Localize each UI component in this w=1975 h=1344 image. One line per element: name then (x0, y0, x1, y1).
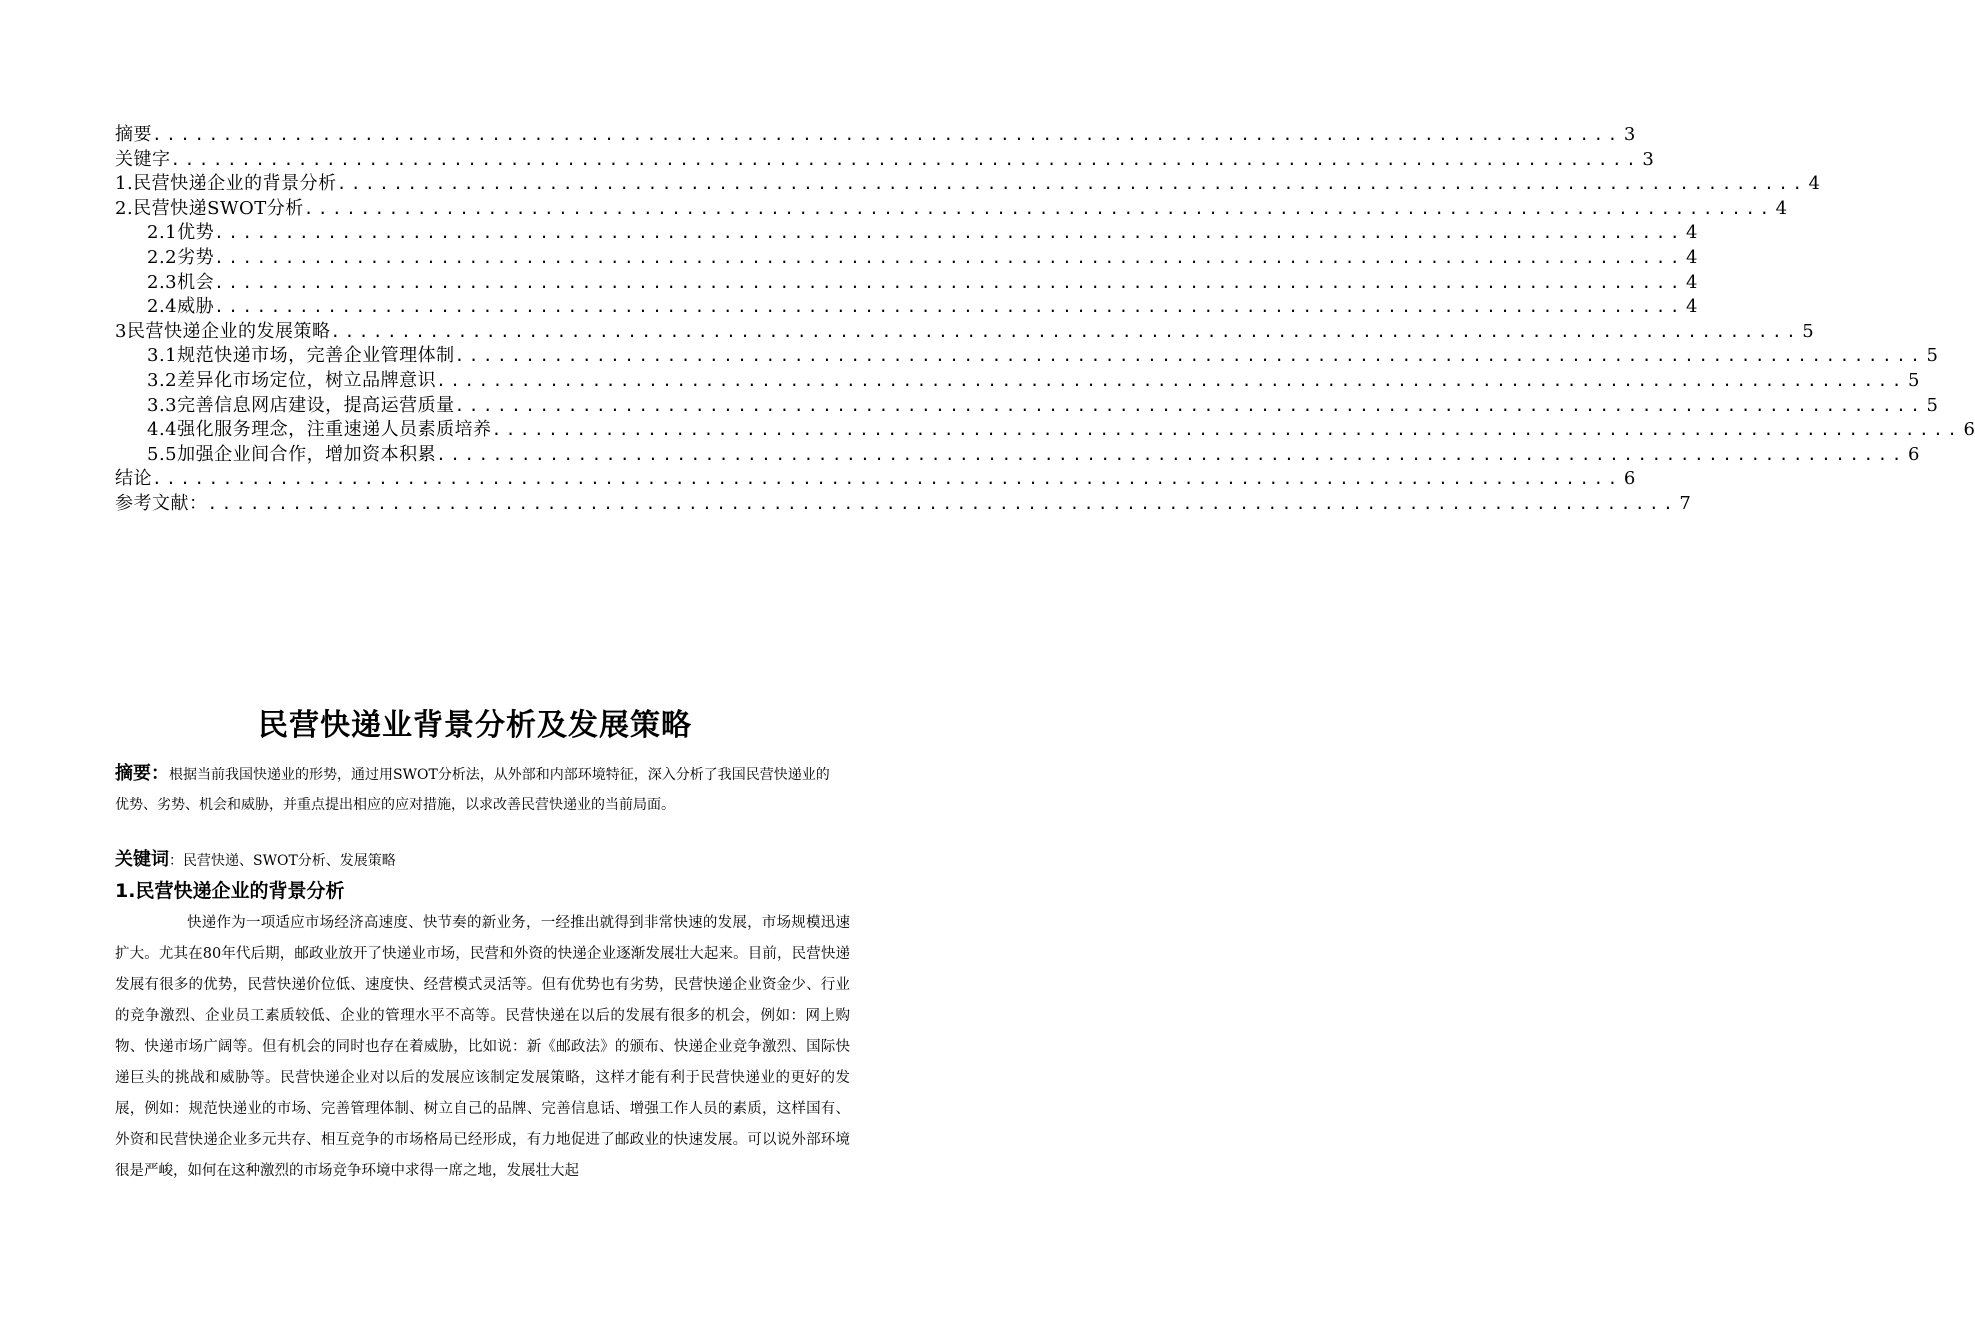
toc-entry[interactable] (115, 271, 1698, 296)
toc-entry-page: 5 (1907, 369, 1920, 391)
abstract-label: 摘要： (115, 763, 169, 784)
keywords-line (115, 845, 840, 876)
toc-entry[interactable] (115, 369, 1920, 394)
toc-entry-page: 5 (1802, 320, 1814, 342)
toc-leader-dots: ........................................................................................................ (170, 149, 1641, 169)
toc-entry-title: 2.1优势 (147, 222, 215, 244)
toc-entry[interactable] (115, 246, 1698, 271)
toc-entry-page: 4 (1685, 296, 1698, 318)
toc-entry-page: 4 (1775, 197, 1788, 219)
toc-entry[interactable] (115, 148, 1654, 173)
toc-entry[interactable] (115, 344, 1938, 369)
toc-leader-dots: ........................................................................................................ (214, 247, 1684, 267)
toc-entry-title: 3.2差异化市场定位，树立品牌意识 (147, 369, 437, 391)
toc-leader-dots: ........................................................................................................ (152, 125, 1622, 144)
toc-entry-page: 5 (1926, 394, 1938, 416)
toc-entry-title: 摘要 (115, 124, 152, 145)
toc-entry[interactable] (115, 197, 1788, 222)
toc-entry-title: 4.4强化服务理念，注重速递人员素质培养 (147, 419, 492, 441)
toc-entry-page: 4 (1685, 271, 1698, 293)
toc-leader-dots: ........................................................................................................ (330, 321, 1801, 341)
toc-leader-dots: ........................................................................................................ (336, 174, 1807, 194)
toc-entry[interactable] (115, 172, 1820, 197)
toc-entry-title: 1.民营快递企业的背景分析 (115, 173, 337, 195)
toc-entry-page: 3 (1623, 124, 1636, 145)
toc-entry-title: 3.1规范快递市场，完善企业管理体制 (147, 345, 455, 367)
toc-entry-page: 4 (1808, 173, 1820, 195)
toc-entry[interactable] (115, 443, 1920, 468)
toc-leader-dots: ........................................................................................................ (152, 469, 1622, 489)
toc-entry[interactable] (115, 418, 1975, 443)
toc-entry-title: 关键字 (115, 148, 171, 170)
toc-leader-dots: ........................................................................................................ (454, 346, 1925, 366)
section-body-paragraph: 快递作为一项适应市场经济高速度、快节奏的新业务，一经推出就得到非常快速的发展，市场规模迅速扩大。尤其在80年代后期，邮政业放开了快递业市场，民营和外资的快递企业逐渐发展壮大起来。目前，民营快递发展有很多的优势，民营快递价位低、速度快、经营模式灵活等。但有优势也有劣势，民营快递企业资金少、行业的竞争激烈、企业员工素质较低、企业的管理水平不高等。民营快递在以后的发展有很多的机会，例如：网上购物、快递市场广阔等。但有机会的同时也存在着威胁，比如说：新《邮政法》的颁布、快递企业竞争激烈、国际快递巨头的挑战和威胁等。民营快递企业对以后的发展应该制定发展策略，这样才能有利于民营快递业的更好的发展，例如：规范快递业的市场、完善管理体制、树立自己的品牌、完善信息话、增强工作人员的素质，这样国有、外资和民营快递企业多元共存、相互竞争的市场格局已经形成，有力地促进了邮政业的快速发展。可以说外部环境很是严峻，如何在这种激烈的市场竞争环境中求得一席之地，发展壮大起 (115, 915, 850, 1179)
toc-leader-dots: ........................................................................................................ (214, 272, 1684, 292)
toc-entry-title: 3民营快递企业的发展策略 (115, 320, 331, 342)
keywords-label: 关键词 (115, 849, 169, 870)
toc-leader-dots: ........................................................................................................ (436, 370, 1906, 390)
toc-leader-dots: ........................................................................................................ (214, 223, 1684, 243)
toc-leader-dots: ........................................................................................................ (436, 444, 1906, 464)
toc-entry-title: 3.3完善信息网店建设，提高运营质量 (147, 394, 455, 416)
toc-entry-title: 参考文献： (115, 492, 208, 514)
keywords-text: ：民营快递、SWOT分析、发展策略 (169, 853, 396, 869)
toc-entry[interactable] (115, 467, 1636, 492)
toc-entry-title: 2.3机会 (147, 271, 215, 293)
toc-entry[interactable] (115, 320, 1814, 345)
toc-entry-title: 结论 (115, 468, 152, 490)
abstract-paragraph (115, 759, 840, 820)
toc-entry-page: 6 (1623, 468, 1636, 490)
toc-leader-dots: ........................................................................................................ (214, 297, 1684, 317)
toc-entry-page: 4 (1685, 222, 1698, 244)
toc-entry[interactable] (115, 492, 1691, 517)
toc-entry-page: 4 (1685, 246, 1698, 268)
toc-entry-page: 3 (1642, 148, 1654, 170)
document-title: 民营快递业背景分析及发展策略 (258, 708, 692, 743)
toc-entry-title: 2.2劣势 (147, 246, 215, 268)
toc-leader-dots: ........................................................................................................ (207, 493, 1678, 513)
toc-entry-page: 7 (1679, 492, 1691, 514)
toc-entry-title: 2.4威胁 (147, 296, 215, 318)
toc-entry-title: 5.5加强企业间合作，增加资本积累 (147, 443, 437, 465)
toc-leader-dots: ........................................................................................................ (303, 198, 1774, 218)
toc-entry[interactable] (115, 394, 1938, 419)
toc-leader-dots: ........................................................................................................ (454, 395, 1925, 415)
toc-entry-page: 5 (1926, 345, 1938, 367)
abstract-text: 根据当前我国快递业的形势，通过用SWOT分析法，从外部和内部环境特征，深入分析了我国民营快递业的优势、劣势、机会和威胁，并重点提出相应的应对措施，以求改善民营快递业的当前局面。 (115, 767, 830, 813)
toc-entry[interactable] (115, 123, 1636, 148)
table-of-contents (115, 123, 1975, 517)
toc-entry-page: 6 (1907, 443, 1920, 465)
toc-entry[interactable] (115, 295, 1698, 320)
toc-leader-dots: ........................................................................................................ (491, 420, 1962, 440)
toc-entry[interactable] (115, 221, 1698, 246)
toc-entry-title: 2.民营快递SWOT分析 (115, 197, 304, 219)
section-heading: 1.民营快递企业的背景分析 (115, 880, 345, 902)
toc-entry-page: 6 (1963, 419, 1975, 441)
